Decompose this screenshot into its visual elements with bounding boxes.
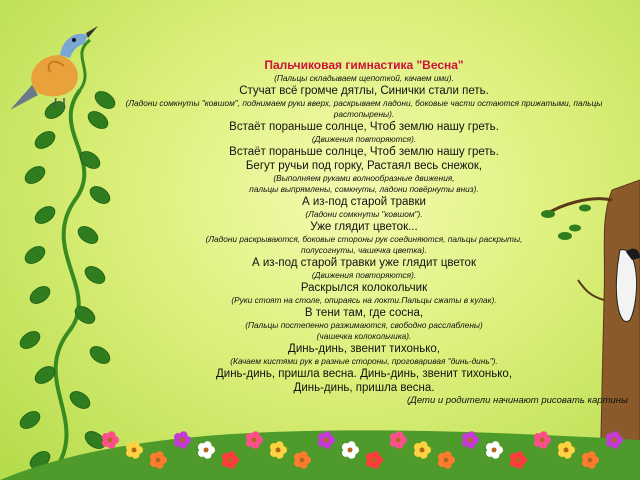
poem-line: Бегут ручьи под горку, Растаял весь снежок, — [245, 160, 483, 172]
leaf-icon — [17, 328, 43, 352]
instruction-note: (Руки стоят на столе, опираясь на локти.Пальцы сжаты в кулак). — [231, 295, 497, 305]
instruction-note: (Качаем кистями рук в разные стороны, проговаривая "динь-динь"). — [230, 356, 498, 366]
leaf-icon — [27, 283, 53, 307]
poem-line: Динь-динь, пришла весна. Динь-динь, звенит тихонько, — [215, 368, 513, 380]
poem-line: В тени там, где сосна, — [304, 307, 424, 319]
poem-line: Встаёт пораньше солнце, Чтоб землю нашу греть. — [229, 146, 499, 158]
leaf-icon — [67, 388, 93, 412]
poem-line: Уже глядит цветок... — [310, 221, 418, 233]
instruction-note: (Ладони сомкнуты "ковшом"). — [305, 209, 423, 219]
poem-line: Стучат всё громче дятлы, Синички стали петь. — [239, 85, 489, 97]
flower-icon — [102, 431, 119, 449]
instruction-note: (чашечка колокольчика). — [316, 331, 412, 341]
closing-note: (Дети и родители начинают рисовать картины — [407, 395, 628, 406]
poem-line: А из-под старой травки уже глядит цветок — [252, 257, 476, 269]
leaf-icon — [32, 203, 58, 227]
instruction-note: (Выполняем руками волнообразные движения, — [273, 173, 455, 183]
instruction-note: (Пальцы складываем щепоткой, качаем ими). — [274, 73, 454, 83]
poem-line: Динь-динь, звенит тихонько, — [288, 343, 440, 355]
instruction-note: (Движения повторяются). — [311, 270, 417, 280]
instruction-note: (Ладони сомкнуты "ковшом", поднимаем руки вверх, раскрываем ладони, боковые части остаются прижатыми, пальцы растопырены). — [125, 98, 603, 119]
poem-body — [98, 73, 630, 395]
page-title: Пальчиковая гимнастика "Весна" — [264, 58, 464, 72]
instruction-note: (Движения повторяются). — [311, 134, 417, 144]
instruction-note: полусогнуты, чашечка цветка). — [301, 245, 427, 255]
poem-line: А из-под старой травки — [302, 196, 426, 208]
poem-line: Встаёт пораньше солнце, Чтоб землю нашу греть. — [229, 121, 499, 133]
leaf-icon — [22, 243, 48, 267]
poem-line: Динь-динь, пришла весна. — [293, 382, 435, 394]
poem — [98, 58, 630, 407]
leaf-icon — [32, 128, 58, 152]
leaf-icon — [17, 408, 43, 432]
instruction-note: пальцы выпрямлены, сомкнуты, ладони повёрнуты вниз). — [249, 184, 479, 194]
leaf-icon — [22, 163, 48, 187]
poem-line: Раскрылся колокольчик — [300, 282, 428, 294]
instruction-note: (Ладони раскрываются, боковые стороны рук соединяются, пальцы раскрыты, — [205, 234, 523, 244]
instruction-note: (Пальцы постепенно разжимаются, свободно расслаблены) — [245, 320, 483, 330]
